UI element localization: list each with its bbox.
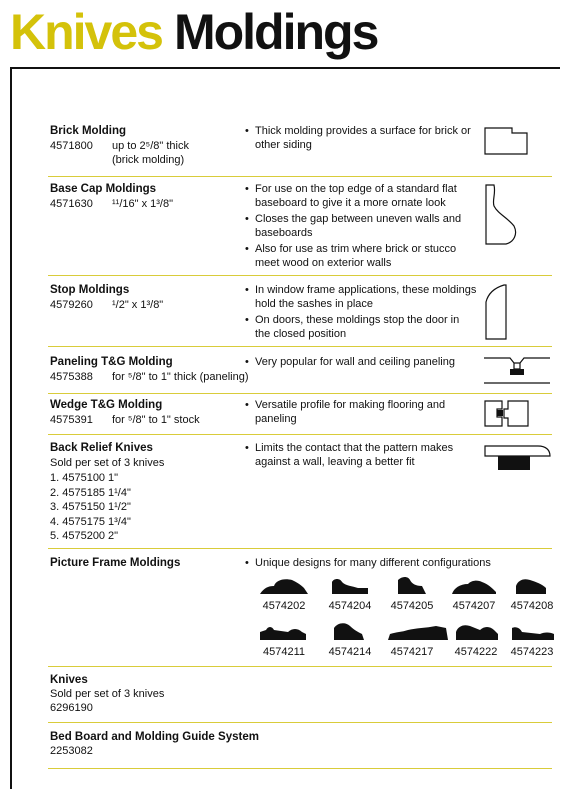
list-item: 1. 4575100 1"	[50, 472, 119, 484]
list-item: 3. 4575150 1¹/2"	[50, 501, 131, 513]
product-spec: for ⁵/8" to 1" thick (paneling)	[112, 371, 249, 383]
molding-profile-icon	[386, 620, 450, 644]
base-cap-profile-icon	[484, 184, 524, 246]
feature-list	[245, 182, 477, 272]
product-code: 4571800	[50, 140, 93, 152]
feature-item: • Versatile profile for making flooring and paneling	[245, 398, 477, 426]
feature-item: • Closes the gap between uneven walls and baseboards	[245, 212, 477, 240]
feature-item: • Unique designs for many different configurations	[245, 556, 505, 570]
product-code: 4574202	[262, 600, 306, 612]
back-relief-profile-icon	[484, 444, 552, 474]
divider	[48, 275, 552, 276]
product-code: 4574222	[454, 646, 498, 658]
picture-frame-profile	[258, 574, 310, 612]
paneling-profile-icon	[484, 355, 550, 387]
product-code: 4574214	[328, 646, 372, 658]
section-base-cap	[48, 182, 552, 270]
picture-frame-profile	[324, 574, 376, 612]
product-code: 4575391	[50, 414, 93, 426]
divider	[48, 346, 552, 347]
wedge-tg-profile-icon	[484, 399, 530, 429]
molding-profile-icon	[258, 620, 310, 644]
page-title	[10, 4, 377, 60]
divider	[48, 548, 552, 549]
molding-profile-icon	[506, 574, 558, 598]
feature-list	[245, 398, 477, 428]
divider	[48, 176, 552, 177]
product-code: 4571630	[50, 198, 93, 210]
molding-profile-icon	[324, 620, 376, 644]
picture-frame-profile	[324, 620, 376, 658]
picture-frame-profile	[506, 620, 558, 658]
product-code: 4574223	[510, 646, 554, 658]
molding-profile-icon	[450, 620, 502, 644]
product-code: 4574211	[262, 646, 305, 658]
picture-frame-profile	[448, 574, 500, 612]
list-item: 2. 4575185 1¹/4"	[50, 486, 131, 499]
product-code: 6296190	[50, 702, 93, 714]
feature-item: • Also for use as trim where brick or stucco meet wood on exterior walls	[245, 242, 477, 270]
section-back-relief-knives	[48, 441, 552, 545]
product-name: Brick Molding	[50, 125, 127, 137]
product-spec: ¹¹/16" x 1³/8"	[112, 198, 173, 210]
molding-profile-icon	[506, 620, 558, 644]
feature-item: • Limits the contact that the pattern makes against a wall, leaving a better fit	[245, 441, 477, 469]
product-name: Base Cap Moldings	[50, 183, 157, 195]
feature-item: • On doors, these moldings stop the door in the closed position	[245, 313, 477, 341]
product-spec: ¹/2" x 1³/8"	[112, 299, 164, 311]
product-name: Bed Board and Molding Guide System	[50, 731, 259, 743]
feature-list	[245, 124, 477, 154]
product-name: Paneling T&G Molding	[50, 356, 173, 368]
divider	[48, 666, 552, 667]
section-picture-frame	[48, 556, 552, 662]
title-knives: Knives	[10, 4, 162, 60]
feature-item: • Very popular for wall and ceiling paneling	[245, 355, 477, 369]
brick-molding-profile-icon	[484, 127, 528, 155]
picture-frame-profile	[450, 620, 502, 658]
title-moldings: Moldings	[173, 4, 378, 60]
feature-list	[245, 441, 477, 471]
picture-frame-profile	[258, 620, 310, 658]
stop-molding-profile-icon	[484, 284, 510, 340]
product-code: 4574205	[390, 600, 434, 612]
product-code: 2253082	[50, 745, 93, 757]
product-name: Picture Frame Moldings	[50, 557, 181, 569]
list-item: 4. 4575175 1³/4"	[50, 515, 131, 528]
product-code: 4574208	[510, 600, 554, 612]
product-name: Stop Moldings	[50, 284, 130, 296]
product-code: 4574204	[328, 600, 372, 612]
divider	[48, 768, 552, 769]
section-stop-moldings	[48, 283, 552, 341]
molding-profile-icon	[324, 574, 376, 598]
product-spec-note: (brick molding)	[112, 154, 185, 166]
molding-profile-icon	[448, 574, 500, 598]
section-wedge-tg	[48, 398, 552, 432]
product-name: Back Relief Knives	[50, 442, 153, 454]
molding-profile-icon	[258, 574, 310, 598]
picture-frame-profile	[506, 574, 558, 612]
product-code: 4579260	[50, 299, 93, 311]
section-paneling-tg	[48, 355, 552, 391]
divider	[48, 722, 552, 723]
picture-frame-profile	[386, 620, 438, 658]
divider	[48, 393, 552, 394]
product-name: Knives	[50, 674, 88, 686]
section-bed-board	[48, 730, 552, 760]
list-item: 5. 4575200 2"	[50, 530, 119, 542]
feature-list	[245, 355, 477, 371]
product-code: 4574217	[390, 646, 434, 658]
feature-list	[245, 556, 505, 572]
section-brick-molding	[48, 124, 552, 174]
product-subtitle: Sold per set of 3 knives	[50, 688, 165, 700]
product-name: Wedge T&G Molding	[50, 399, 163, 411]
divider	[48, 434, 552, 435]
product-spec: up to 2⁵/8" thick	[112, 140, 189, 152]
knife-list	[50, 471, 131, 544]
product-code: 4575388	[50, 371, 93, 383]
product-code: 4574207	[452, 600, 496, 612]
product-subtitle: Sold per set of 3 knives	[50, 457, 165, 469]
section-knives	[48, 673, 552, 717]
feature-item: • Thick molding provides a surface for brick or other siding	[245, 124, 477, 152]
feature-list	[245, 283, 477, 343]
feature-item: • For use on the top edge of a standard flat baseboard to give it a more ornate look	[245, 182, 477, 210]
feature-item: • In window frame applications, these moldings hold the sashes in place	[245, 283, 477, 311]
molding-profile-icon	[386, 574, 438, 598]
product-spec: for ⁵/8" to 1" stock	[112, 414, 200, 426]
picture-frame-profile	[386, 574, 438, 612]
